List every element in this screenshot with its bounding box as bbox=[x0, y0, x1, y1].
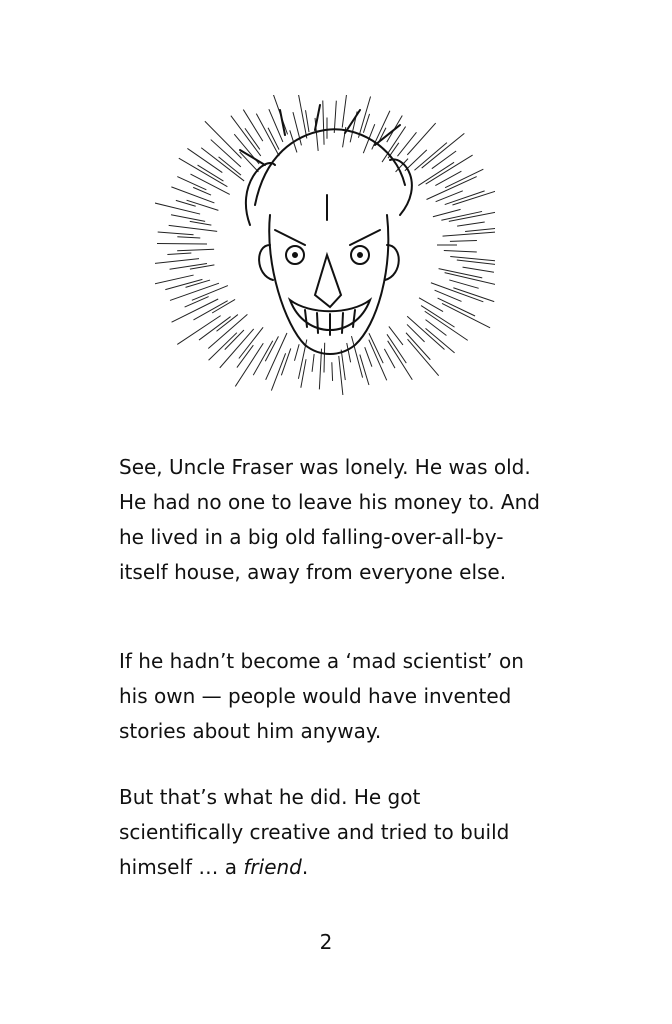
ray-line bbox=[425, 311, 468, 340]
ray-line bbox=[406, 333, 430, 360]
paragraph-3-end: . bbox=[301, 855, 309, 879]
ray-line bbox=[319, 349, 321, 390]
ray-line bbox=[408, 339, 439, 375]
ray-line bbox=[225, 330, 244, 350]
ray-line bbox=[193, 301, 227, 320]
ray-line bbox=[169, 225, 217, 231]
ray-line bbox=[438, 298, 475, 316]
ray-line bbox=[445, 273, 495, 286]
ray-line bbox=[457, 260, 495, 267]
ray-line bbox=[237, 345, 253, 367]
ray-line bbox=[155, 203, 200, 214]
ray-line bbox=[432, 151, 456, 169]
ray-line bbox=[192, 286, 228, 301]
ray-line bbox=[444, 250, 477, 252]
ray-line bbox=[298, 95, 306, 138]
ray-line bbox=[209, 333, 237, 361]
ray-line bbox=[220, 329, 254, 368]
ray-line bbox=[433, 209, 461, 216]
ray-line bbox=[155, 259, 199, 264]
ray-line bbox=[372, 111, 390, 150]
paragraph-3-text: But that’s what he did. He got scientifically creative and tried to build himself … a bbox=[119, 785, 510, 879]
ray-line bbox=[445, 191, 485, 205]
mad-scientist-illustration bbox=[155, 95, 495, 395]
ray-line bbox=[193, 187, 211, 195]
ray-line bbox=[306, 110, 309, 132]
ray-line bbox=[450, 241, 477, 242]
ray-line bbox=[452, 188, 495, 205]
ray-line bbox=[422, 133, 465, 168]
ray-line bbox=[177, 316, 220, 345]
ray-line bbox=[332, 362, 333, 381]
ray-line bbox=[323, 101, 324, 145]
ray-line bbox=[384, 349, 395, 368]
ray-line bbox=[212, 299, 235, 313]
ray-line bbox=[449, 211, 495, 221]
ray-line bbox=[419, 298, 443, 312]
ray-line bbox=[369, 340, 387, 381]
ray-line bbox=[190, 221, 212, 225]
ray-line bbox=[271, 353, 285, 390]
ray-line bbox=[312, 354, 314, 372]
ray-line bbox=[177, 237, 200, 238]
ray-line bbox=[205, 121, 242, 158]
ray-line bbox=[341, 350, 345, 380]
ray-line bbox=[457, 222, 485, 226]
ray-line bbox=[405, 150, 427, 171]
ray-line bbox=[294, 344, 299, 361]
ray-line bbox=[388, 341, 413, 380]
ray-line bbox=[245, 128, 260, 149]
ray-line bbox=[360, 355, 369, 385]
ray-line bbox=[198, 165, 224, 181]
ray-line bbox=[177, 177, 206, 190]
ray-line bbox=[397, 132, 416, 156]
ray-line bbox=[445, 169, 483, 188]
page-number: 2 bbox=[319, 930, 333, 954]
ray-line bbox=[347, 343, 351, 362]
ray-line bbox=[453, 288, 494, 302]
ray-line bbox=[334, 101, 336, 133]
ray-line bbox=[342, 95, 348, 128]
ray-line bbox=[167, 253, 191, 254]
ray-line bbox=[170, 264, 207, 270]
ray-line bbox=[465, 227, 495, 231]
emphasis-friend: friend bbox=[243, 855, 302, 879]
paragraph-1: See, Uncle Fraser was lonely. He was old. He had no one to leave his money to. And he lived in a big old falling-over-all-by-itself house, away from everyone else. bbox=[119, 455, 540, 584]
ray-line bbox=[389, 326, 403, 345]
ray-line bbox=[155, 275, 194, 286]
ray-line bbox=[435, 171, 461, 185]
ray-line bbox=[443, 232, 495, 236]
ray-line bbox=[407, 324, 425, 341]
ray-line bbox=[176, 200, 196, 206]
ray-line bbox=[463, 267, 494, 272]
ray-line bbox=[265, 336, 278, 361]
ray-line bbox=[171, 215, 205, 222]
ray-line bbox=[272, 95, 288, 134]
paragraph-2: If he hadn’t become a ‘mad scientist’ on his own — people would have invented stories about him anyway. bbox=[119, 649, 524, 743]
ray-line bbox=[324, 343, 325, 373]
ray-line bbox=[256, 114, 279, 157]
ray-line bbox=[158, 232, 194, 235]
ray-line bbox=[369, 333, 383, 363]
ray-line bbox=[365, 347, 372, 366]
ray-line bbox=[426, 328, 455, 353]
ray-line bbox=[177, 249, 214, 250]
ray-line bbox=[426, 320, 447, 336]
ray-line bbox=[449, 280, 478, 288]
ray-line bbox=[217, 315, 238, 332]
ray-line bbox=[382, 127, 406, 163]
paragraph-3 bbox=[119, 780, 549, 885]
